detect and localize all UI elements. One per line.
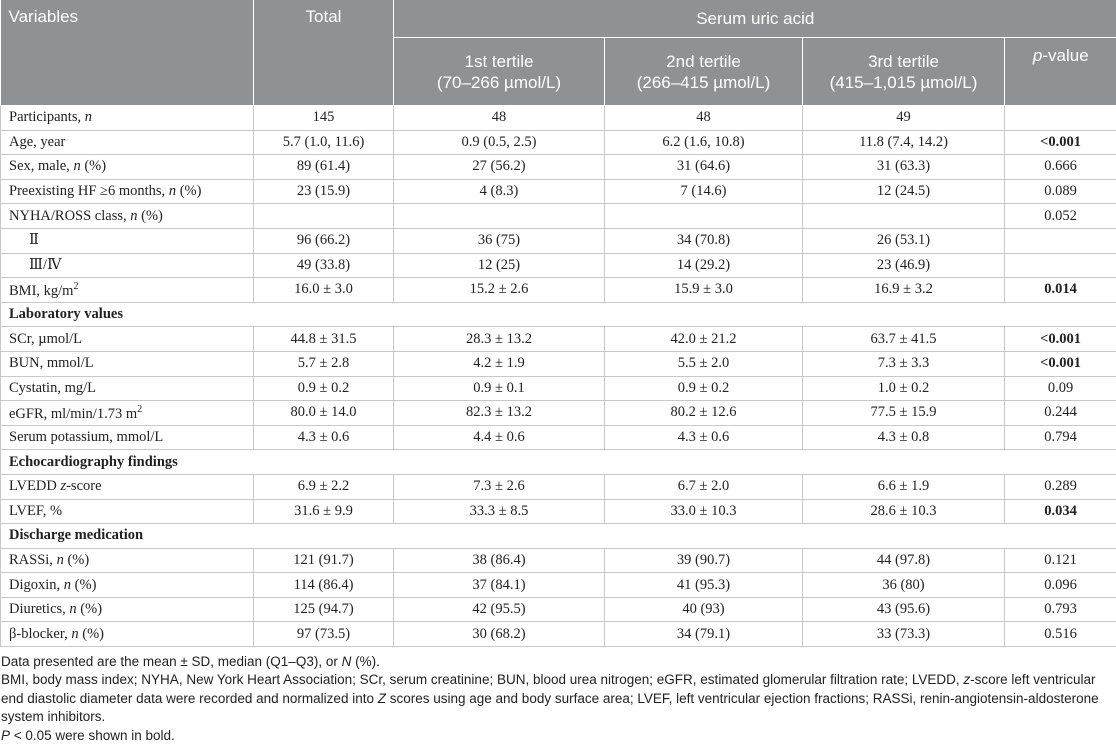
cell-t2: 5.5 ± 2.0 xyxy=(605,351,803,376)
table-row xyxy=(1,351,1116,376)
cell-p: 0.034 xyxy=(1005,499,1116,524)
row-label: Sex, male, n (%) xyxy=(1,155,254,180)
row-label: Serum potassium, mmol/L xyxy=(1,425,254,450)
header-tertile-2: 2nd tertile (266–415 µmol/L) xyxy=(605,38,803,106)
row-label: Digoxin, n (%) xyxy=(1,573,254,598)
cell-t2: 6.2 (1.6, 10.8) xyxy=(605,130,803,155)
cell-t2: 7 (14.6) xyxy=(605,179,803,204)
row-label: BMI, $kg/m^2$ xyxy=(1,278,254,303)
cell-t3: 12 (24.5) xyxy=(803,179,1005,204)
cell-p: 0.794 xyxy=(1005,425,1116,450)
cell-p: 0.121 xyxy=(1005,548,1116,573)
cell-total: 5.7 ± 2.8 xyxy=(254,351,394,376)
cell-p: 0.096 xyxy=(1005,573,1116,598)
cell-total: 125 (94.7) xyxy=(254,597,394,622)
cell-t3: 11.8 (7.4, 14.2) xyxy=(803,130,1005,155)
row-label: SCr, µmol/L xyxy=(1,327,254,352)
cell-t2: 15.9 ± 3.0 xyxy=(605,278,803,303)
section-row xyxy=(1,524,1116,549)
table-row xyxy=(1,425,1116,450)
cell-t1: 48 xyxy=(394,106,605,131)
cell-total: 5.7 (1.0, 11.6) xyxy=(254,130,394,155)
cell-total: 145 xyxy=(254,106,394,131)
cell-t1: 4 (8.3) xyxy=(394,179,605,204)
cell-t3: 31 (63.3) xyxy=(803,155,1005,180)
header-tertile-3: 3rd tertile (415–1,015 µmol/L) xyxy=(803,38,1005,106)
cell-t1: 37 (84.1) xyxy=(394,573,605,598)
cell-total: 97 (73.5) xyxy=(254,622,394,647)
cell-p: 0.244 xyxy=(1005,401,1116,426)
cell-t2: 48 xyxy=(605,106,803,131)
row-label: NYHA/ROSS class, n (%) xyxy=(1,204,254,229)
cell-t2: 39 (90.7) xyxy=(605,548,803,573)
cell-p: 0.052 xyxy=(1005,204,1116,229)
table-row xyxy=(1,155,1116,180)
cell-t1: 27 (56.2) xyxy=(394,155,605,180)
cell-p: 0.014 xyxy=(1005,278,1116,303)
table-row xyxy=(1,179,1116,204)
cell-t2: 33.0 ± 10.3 xyxy=(605,499,803,524)
cell-total: 121 (91.7) xyxy=(254,548,394,573)
cell-t1: 4.2 ± 1.9 xyxy=(394,351,605,376)
cell-t3: 28.6 ± 10.3 xyxy=(803,499,1005,524)
cell-t1: 15.2 ± 2.6 xyxy=(394,278,605,303)
cell-total: 4.3 ± 0.6 xyxy=(254,425,394,450)
header-p-value: p-value xyxy=(1005,38,1116,106)
section-label: Echocardiography findings xyxy=(1,450,1116,475)
table-row xyxy=(1,376,1116,401)
footnote-significance: P < 0.05 were shown in bold. xyxy=(1,727,175,743)
table-row xyxy=(1,548,1116,573)
table-row xyxy=(1,401,1116,426)
cell-t2 xyxy=(605,204,803,229)
cell-t1: 42 (95.5) xyxy=(394,597,605,622)
cell-t1: 30 (68.2) xyxy=(394,622,605,647)
table-row xyxy=(1,573,1116,598)
cell-t1: 38 (86.4) xyxy=(394,548,605,573)
cell-t1: 28.3 ± 13.2 xyxy=(394,327,605,352)
header-total: Total xyxy=(254,0,394,106)
cell-t3: 44 (97.8) xyxy=(803,548,1005,573)
cell-total: 0.9 ± 0.2 xyxy=(254,376,394,401)
row-label: eGFR, ml/min/1.73 $m^2$ xyxy=(1,401,254,426)
row-label: BUN, mmol/L xyxy=(1,351,254,376)
cell-total: 96 (66.2) xyxy=(254,228,394,253)
cell-total: 31.6 ± 9.9 xyxy=(254,499,394,524)
cell-t1: 36 (75) xyxy=(394,228,605,253)
row-label: Cystatin, mg/L xyxy=(1,376,254,401)
cell-t3: 63.7 ± 41.5 xyxy=(803,327,1005,352)
table-row xyxy=(1,106,1116,131)
cell-t1: 0.9 ± 0.1 xyxy=(394,376,605,401)
cell-total: 114 (86.4) xyxy=(254,573,394,598)
row-label: RASSi, n (%) xyxy=(1,548,254,573)
cell-p xyxy=(1005,228,1116,253)
cell-p: <0.001 xyxy=(1005,351,1116,376)
cell-t2: 34 (79.1) xyxy=(605,622,803,647)
cell-p: 0.089 xyxy=(1005,179,1116,204)
cell-total: 16.0 ± 3.0 xyxy=(254,278,394,303)
cell-t2: 31 (64.6) xyxy=(605,155,803,180)
section-row xyxy=(1,450,1116,475)
cell-t3: 6.6 ± 1.9 xyxy=(803,474,1005,499)
cell-p: 0.289 xyxy=(1005,474,1116,499)
table-row xyxy=(1,204,1116,229)
footnote-abbreviations: BMI, body mass index; NYHA, New York Heart Association; SCr, serum creatinine; BUN, blood urea nitrogen; eGFR, estimated glomerular filtration rate; LVEDD, z-score left ventricular end diastolic diameter data were recorded and normalized into Z scores using age and body surface area; LVEF, left ventricular ejection fractions; RASSi, renin-angiotensin-aldosterone system inhibitors. xyxy=(1,672,1099,725)
cell-t2: 40 (93) xyxy=(605,597,803,622)
table-row xyxy=(1,597,1116,622)
section-label: Laboratory values xyxy=(1,302,1116,327)
header-serum-uric-acid: Serum uric acid xyxy=(394,0,1116,38)
cell-t2: 14 (29.2) xyxy=(605,253,803,278)
row-label: LVEF, % xyxy=(1,499,254,524)
cell-t2: 42.0 ± 21.2 xyxy=(605,327,803,352)
cell-t1: 33.3 ± 8.5 xyxy=(394,499,605,524)
cell-t2: 6.7 ± 2.0 xyxy=(605,474,803,499)
row-label: Age, year xyxy=(1,130,254,155)
cell-t3: 7.3 ± 3.3 xyxy=(803,351,1005,376)
header-tertile-1: 1st tertile (70–266 µmol/L) xyxy=(394,38,605,106)
row-label: Diuretics, n (%) xyxy=(1,597,254,622)
cell-p: 0.666 xyxy=(1005,155,1116,180)
cell-total: 6.9 ± 2.2 xyxy=(254,474,394,499)
cell-t3: 33 (73.3) xyxy=(803,622,1005,647)
cell-p: <0.001 xyxy=(1005,327,1116,352)
cell-t3: 23 (46.9) xyxy=(803,253,1005,278)
cell-t3: 43 (95.6) xyxy=(803,597,1005,622)
header-variables: Variables xyxy=(1,0,254,106)
cell-t2: 4.3 ± 0.6 xyxy=(605,425,803,450)
cell-total xyxy=(254,204,394,229)
table-row xyxy=(1,228,1116,253)
row-label: Preexisting HF ≥6 months, n (%) xyxy=(1,179,254,204)
footnote-data-presentation: Data presented are the mean ± SD, median (Q1–Q3), or N (%). xyxy=(1,654,380,670)
cell-t2: 41 (95.3) xyxy=(605,573,803,598)
section-row xyxy=(1,302,1116,327)
cell-t3: 4.3 ± 0.8 xyxy=(803,425,1005,450)
row-label: LVEDD z-score xyxy=(1,474,254,499)
table-row xyxy=(1,327,1116,352)
table-row xyxy=(1,130,1116,155)
table-row xyxy=(1,499,1116,524)
cell-total: 44.8 ± 31.5 xyxy=(254,327,394,352)
section-label: Discharge medication xyxy=(1,524,1116,549)
cell-t1 xyxy=(394,204,605,229)
table-footnotes xyxy=(0,647,1116,745)
cell-total: 23 (15.9) xyxy=(254,179,394,204)
cell-p: 0.09 xyxy=(1005,376,1116,401)
table-row xyxy=(1,278,1116,303)
cell-t3: 36 (80) xyxy=(803,573,1005,598)
cell-p xyxy=(1005,253,1116,278)
cell-t3: 16.9 ± 3.2 xyxy=(803,278,1005,303)
cell-total: 49 (33.8) xyxy=(254,253,394,278)
table-row xyxy=(1,253,1116,278)
cell-p: 0.516 xyxy=(1005,622,1116,647)
table-row xyxy=(1,622,1116,647)
cell-t3 xyxy=(803,204,1005,229)
cell-t3: 77.5 ± 15.9 xyxy=(803,401,1005,426)
cell-t2: 34 (70.8) xyxy=(605,228,803,253)
cell-t1: 82.3 ± 13.2 xyxy=(394,401,605,426)
row-label: Ⅲ/Ⅳ xyxy=(1,253,254,278)
row-label: β-blocker, n (%) xyxy=(1,622,254,647)
cell-t3: 49 xyxy=(803,106,1005,131)
cell-p xyxy=(1005,106,1116,131)
cell-t1: 7.3 ± 2.6 xyxy=(394,474,605,499)
cell-t3: 1.0 ± 0.2 xyxy=(803,376,1005,401)
row-label: Participants, n xyxy=(1,106,254,131)
cell-total: 89 (61.4) xyxy=(254,155,394,180)
cell-t2: 0.9 ± 0.2 xyxy=(605,376,803,401)
cell-total: 80.0 ± 14.0 xyxy=(254,401,394,426)
cell-p: 0.793 xyxy=(1005,597,1116,622)
cell-t1: 0.9 (0.5, 2.5) xyxy=(394,130,605,155)
cell-p: <0.001 xyxy=(1005,130,1116,155)
table-row xyxy=(1,474,1116,499)
table-body xyxy=(1,106,1116,647)
cell-t1: 4.4 ± 0.6 xyxy=(394,425,605,450)
cell-t2: 80.2 ± 12.6 xyxy=(605,401,803,426)
cell-t3: 26 (53.1) xyxy=(803,228,1005,253)
row-label: Ⅱ xyxy=(1,228,254,253)
cell-t1: 12 (25) xyxy=(394,253,605,278)
